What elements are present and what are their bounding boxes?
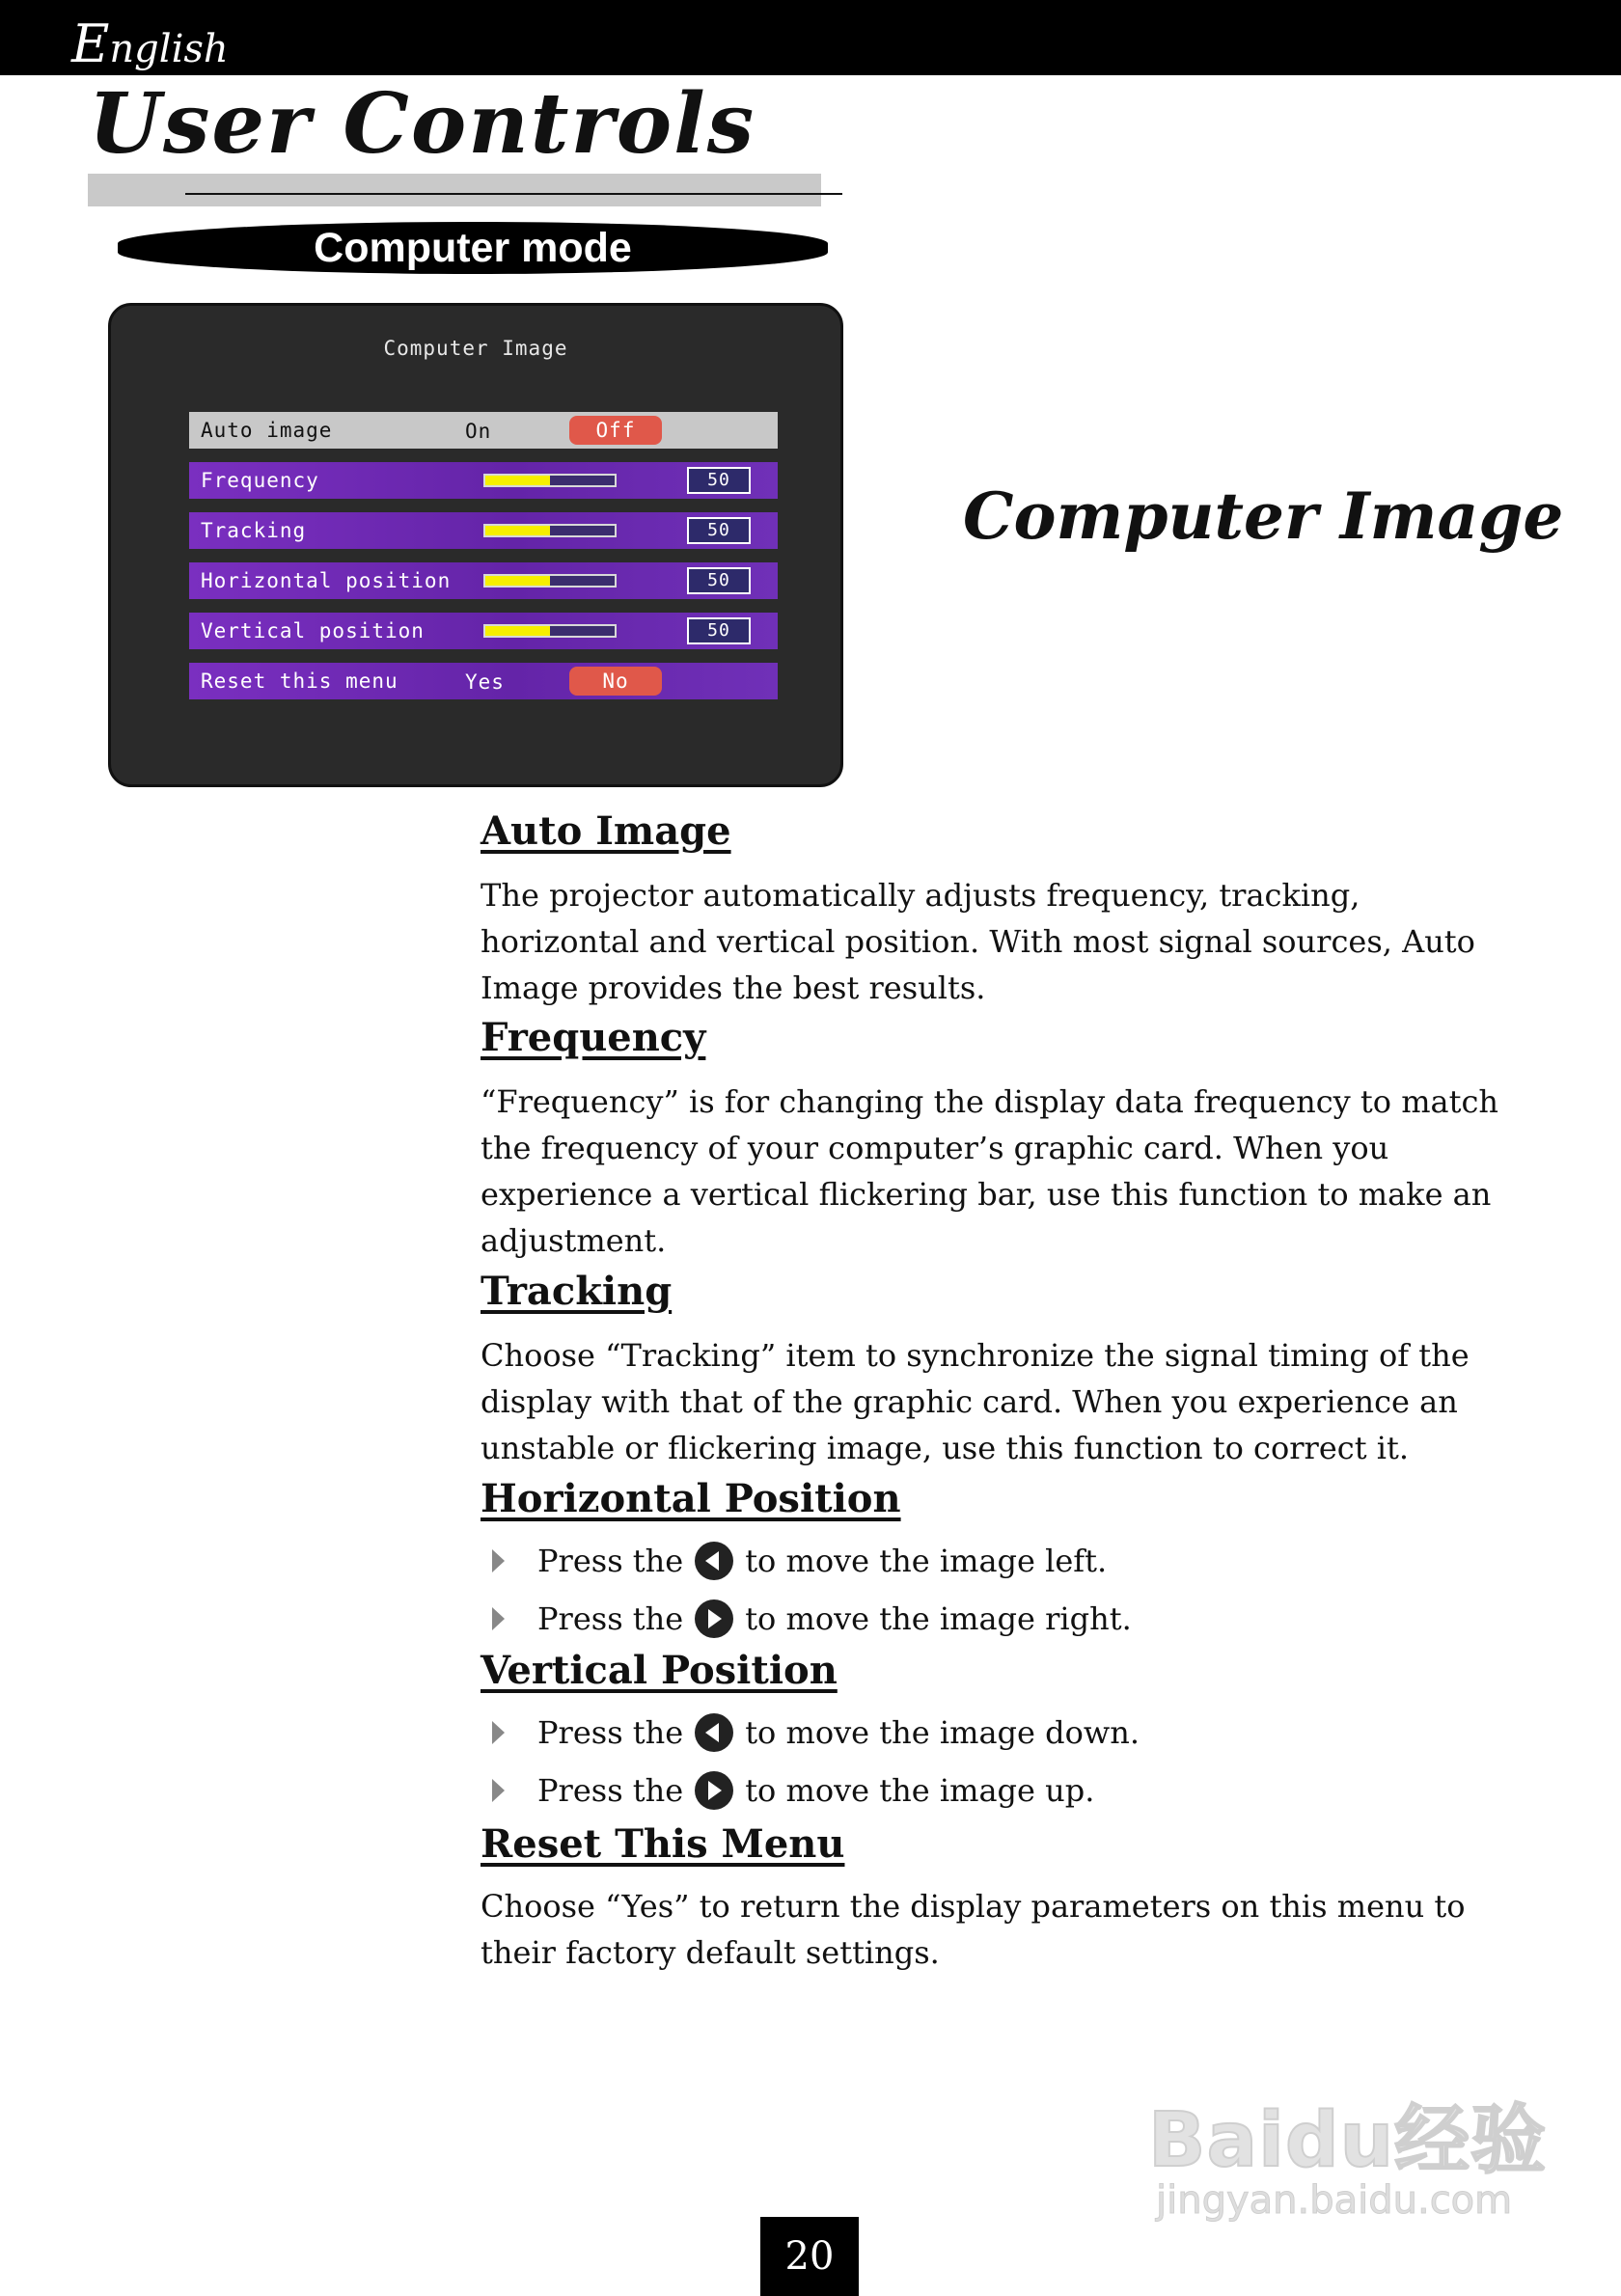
bullet-move-up: Press the to move the image up. <box>492 1771 1094 1810</box>
osd-slider-fill <box>485 476 550 485</box>
osd-row-label: Auto image <box>201 419 333 442</box>
osd-slider-track <box>483 524 617 537</box>
watermark-brand: Baidu经验 <box>1148 2097 1548 2184</box>
text-tracking: Choose “Tracking” item to synchronize the signal timing of the display with that of the graphic card. When you experience an unstable or flickering image, use this function to correct it. <box>481 1337 1470 1466</box>
osd-row-label: Tracking <box>201 519 307 542</box>
osd-value-box: 50 <box>687 567 751 594</box>
mode-label: Computer mode <box>314 224 632 271</box>
osd-slider-track <box>483 624 617 638</box>
osd-slider-track <box>483 574 617 588</box>
right-arrow-button-icon <box>695 1599 733 1638</box>
osd-option-yes: Yes <box>465 670 505 694</box>
heading-auto-image: Auto Image <box>481 808 731 854</box>
bullet-arrow-icon <box>492 1549 505 1572</box>
osd-menu <box>108 303 843 787</box>
osd-slider-fill <box>485 526 550 535</box>
osd-row-tracking <box>189 512 778 549</box>
language-label: English <box>71 14 229 74</box>
bullet-move-right: Press the to move the image right. <box>492 1599 1132 1638</box>
text-frequency: “Frequency” is for changing the display data frequency to match the frequency of your computer’s graphic card. When you experience a vertical flickering bar, use this function to make an adjustment. <box>481 1083 1499 1259</box>
osd-row-label: Frequency <box>201 469 319 492</box>
bullet-arrow-icon <box>492 1721 505 1744</box>
osd-slider-fill <box>485 576 550 586</box>
bullet-arrow-icon <box>492 1779 505 1802</box>
top-bar <box>0 0 1621 75</box>
text-auto-image: The projector automatically adjusts frequency, tracking, horizontal and vertical position. With most signal sources, Auto Image provides the best results. <box>481 877 1475 1006</box>
osd-row-reset-menu <box>189 663 778 699</box>
heading-vertical-position: Vertical Position <box>481 1648 838 1693</box>
osd-slider-fill <box>485 626 550 636</box>
page-number: 20 <box>760 2217 859 2296</box>
osd-value-box: 50 <box>687 467 751 494</box>
osd-row-frequency <box>189 462 778 499</box>
osd-option-off: Off <box>569 416 662 445</box>
osd-row-vertical-position <box>189 613 778 649</box>
section-title: Computer Image <box>963 478 1564 554</box>
left-arrow-button-icon <box>695 1713 733 1752</box>
watermark-url: jingyan.baidu.com <box>1156 2178 1513 2223</box>
osd-row-auto-image <box>189 412 778 449</box>
page-title: User Controls <box>89 75 756 173</box>
bullet-move-left: Press the to move the image left. <box>492 1542 1107 1580</box>
osd-row-horizontal-position <box>189 562 778 599</box>
left-arrow-button-icon <box>695 1542 733 1580</box>
osd-row-label: Horizontal position <box>201 569 452 592</box>
title-underline-rule <box>185 193 842 195</box>
osd-title: Computer Image <box>383 337 568 360</box>
heading-horizontal-position: Horizontal Position <box>481 1476 901 1521</box>
bullet-arrow-icon <box>492 1607 505 1630</box>
text-reset-menu: Choose “Yes” to return the display parameters on this menu to their factory default settings. <box>481 1888 1466 1971</box>
osd-row-label: Reset this menu <box>201 670 398 693</box>
bullet-move-down: Press the to move the image down. <box>492 1713 1140 1752</box>
osd-value-box: 50 <box>687 617 751 644</box>
heading-frequency: Frequency <box>481 1015 706 1060</box>
heading-reset-menu: Reset This Menu <box>481 1821 845 1867</box>
right-arrow-button-icon <box>695 1771 733 1810</box>
osd-value-box: 50 <box>687 517 751 544</box>
heading-tracking: Tracking <box>481 1269 673 1314</box>
osd-slider-track <box>483 474 617 487</box>
mode-banner <box>118 222 828 274</box>
baidu-watermark <box>1148 2053 1548 2227</box>
title-underline-bar <box>88 174 821 206</box>
osd-option-on: On <box>465 420 492 443</box>
osd-row-label: Vertical position <box>201 619 425 642</box>
osd-option-no: No <box>569 667 662 696</box>
